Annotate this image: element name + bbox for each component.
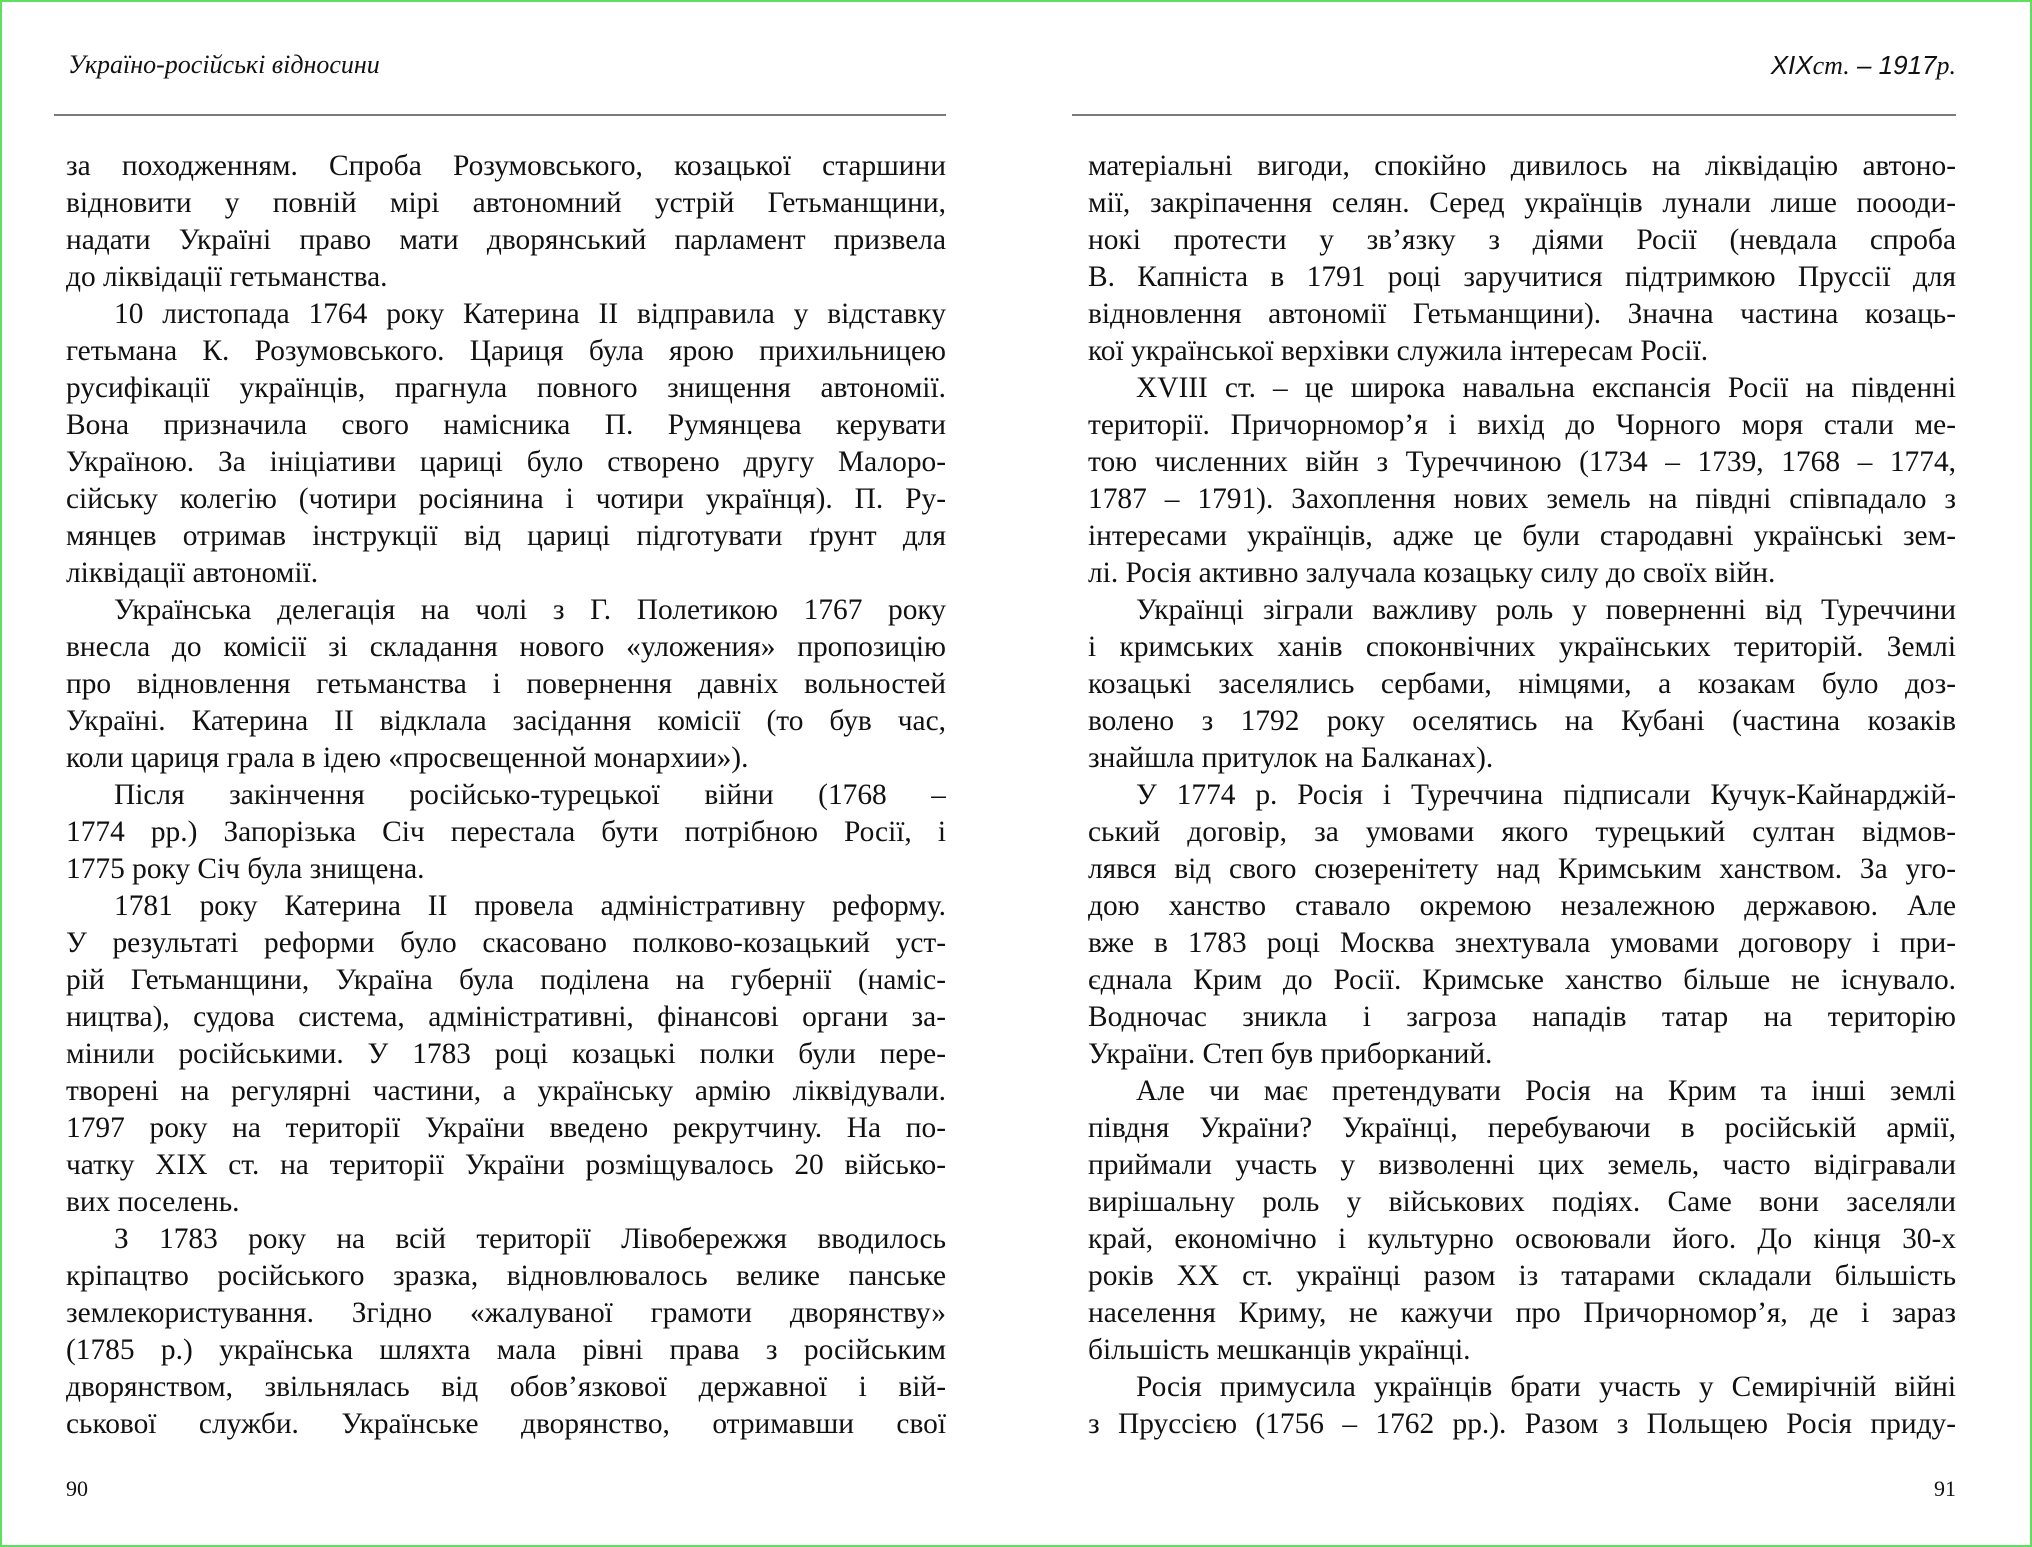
running-head-century: XIX [1770, 50, 1813, 80]
text-line [66, 629, 946, 666]
text-line [1088, 592, 1956, 629]
text-line [66, 370, 946, 407]
text-line-content: Українці зіграли важливу роль у поверненні від Туреччини [1136, 594, 1956, 626]
text-line-content: Росія примусила українців брати участь у Семирічній війні [1136, 1371, 1956, 1403]
text-line [66, 592, 946, 629]
text-line [66, 666, 946, 703]
text-line-content: У результаті реформи було скасовано полково-козацький уст- [66, 927, 946, 959]
text-line-content: і кримських ханів споконвічних українських територій. Землі [1088, 631, 1956, 663]
text-line [66, 1406, 946, 1443]
text-line-content: лявся від свого сюзеренітету над Кримським ханством. За уго- [1088, 853, 1956, 885]
text-line-content: інтересами українців, адже це були стародавні українські зем- [1088, 520, 1956, 552]
text-line-content: про відновлення гетьманства і повернення давніх вольностей [66, 668, 946, 700]
text-line [1088, 740, 1956, 777]
text-line [66, 1184, 946, 1221]
text-line-content: У 1774 р. Росія і Туреччина підписали Кучук-Кайнарджій- [1136, 779, 1956, 811]
text-line-content: Вона призначила свого намісника П. Румянцева керувати [66, 409, 946, 441]
text-line-content: дворянством, звільнялась від обов’язкової державної і вій- [66, 1371, 946, 1403]
text-line-content: мії, закріпачення селян. Серед українців лунали лише поооди- [1088, 187, 1956, 219]
page-number-right: 91 [1934, 1476, 1956, 1501]
text-line-content: 1787 – 1791). Захоплення нових земель на півдні співпадало з [1088, 483, 1956, 515]
text-line-content: з Пруссією (1756 – 1762 рр.). Разом з Польщею Росія приду- [1088, 1408, 1956, 1440]
running-head-r: р. [1936, 51, 1956, 80]
right-page-body [1088, 148, 1956, 1443]
text-line-content: території. Причорномор’я і вихід до Чорного моря стали ме- [1088, 409, 1956, 441]
text-line-content: надати Україні право мати дворянський парламент призвела [66, 224, 946, 256]
text-line [1088, 925, 1956, 962]
text-line [1088, 370, 1956, 407]
text-line-content: 10 листопада 1764 року Катерина II відправила у відставку [114, 298, 946, 330]
right-page [1088, 2, 1956, 1545]
text-line-content: козацькі заселялись сербами, німцями, а козакам було доз- [1088, 668, 1956, 700]
text-line [1088, 814, 1956, 851]
text-line [1088, 1332, 1956, 1369]
text-line [66, 1110, 946, 1147]
text-line [66, 703, 946, 740]
text-line [1088, 185, 1956, 222]
text-line-content: за походженням. Спроба Розумовського, козацької старшини [66, 150, 946, 182]
text-line [1088, 1110, 1956, 1147]
text-line-content: край, економічно і культурно освоювали його. До кінця 30-х [1088, 1223, 1956, 1255]
text-line-content: лі. Росія активно залучала козацьку силу до своїх війн. [1088, 557, 1776, 589]
left-page-body [66, 148, 946, 1443]
text-line [1088, 1369, 1956, 1406]
text-line [1088, 999, 1956, 1036]
text-line-content: сійську колегію (чотири росіянина і чотири українця). П. Ру- [66, 483, 946, 515]
text-line-content: землекористування. Згідно «жалуваної грамоти дворянству» [66, 1297, 946, 1329]
text-line [1088, 1258, 1956, 1295]
text-line-content: вже в 1783 році Москва знехтувала умовами договору і при- [1088, 927, 1956, 959]
text-line [1088, 703, 1956, 740]
text-line-content: відновити у повній мірі автономний устрій Гетьманщини, [66, 187, 946, 219]
text-line [1088, 259, 1956, 296]
text-line-content: XVIII ст. – це широка навальна експансія Росії на південні [1136, 372, 1956, 404]
text-line [66, 259, 946, 296]
text-line-content: України. Степ був приборканий. [1088, 1038, 1493, 1070]
text-line [66, 518, 946, 555]
text-line [1088, 518, 1956, 555]
text-line [66, 333, 946, 370]
text-line [1088, 1036, 1956, 1073]
running-head-st: ст. [1812, 51, 1850, 80]
left-page [54, 2, 946, 1545]
text-line-content: кої української верхівки служила інтересам Росії. [1088, 335, 1709, 367]
text-line-content: кріпацтво російського зразка, відновлювалось велике панське [66, 1260, 946, 1292]
text-line-content: волено з 1792 року оселятись на Кубані (частина козаків [1088, 705, 1956, 737]
text-line-content: 1774 рр.) Запорізька Січ перестала бути потрібною Росії, і [66, 816, 946, 848]
text-line-content: мінили російськими. У 1783 році козацькі полки були пере- [66, 1038, 946, 1070]
text-line-content: (1785 р.) українська шляхта мала рівні права з російським [66, 1334, 946, 1366]
text-line [66, 851, 946, 888]
text-line [66, 1221, 946, 1258]
header-rule-right [1072, 114, 1956, 116]
text-line-content: ліквідації автономії. [66, 557, 319, 589]
text-line-content: 1781 року Катерина II провела адміністративну реформу. [114, 890, 946, 922]
text-line-content: вирішальну роль у військових подіях. Саме вони заселяли [1088, 1186, 1956, 1218]
text-line [1088, 444, 1956, 481]
text-line [66, 740, 946, 777]
text-line-content: коли цариця грала в ідею «просвещенной монархии»). [66, 742, 749, 774]
text-line [66, 407, 946, 444]
text-line [1088, 1073, 1956, 1110]
text-line [66, 1332, 946, 1369]
text-line [66, 444, 946, 481]
text-line-content: Українська делегація на чолі з Г. Полетикою 1767 року [114, 594, 946, 626]
text-line [1088, 962, 1956, 999]
text-line [1088, 1221, 1956, 1258]
text-line-content: матеріальні вигоди, спокійно дивилось на ліквідацію автоно- [1088, 150, 1956, 182]
text-line [1088, 1295, 1956, 1332]
text-line-content: рій Гетьманщини, Україна була поділена на губернії (наміс- [66, 964, 946, 996]
text-line [66, 1369, 946, 1406]
text-line [66, 925, 946, 962]
text-line [1088, 666, 1956, 703]
text-line [1088, 851, 1956, 888]
text-line [66, 296, 946, 333]
text-line [1088, 1406, 1956, 1443]
text-line [1088, 555, 1956, 592]
text-line-content: ськової служби. Українське дворянство, отримавши свої [66, 1408, 946, 1440]
text-line [66, 999, 946, 1036]
text-line-content: років XX ст. українці разом із татарами складали більшість [1088, 1260, 1956, 1292]
text-line [1088, 148, 1956, 185]
text-line [1088, 296, 1956, 333]
text-line [66, 1036, 946, 1073]
text-line [66, 1295, 946, 1332]
page-number-left: 90 [66, 1476, 88, 1501]
text-line-content: Водночас зникла і загроза нападів татар на територію [1088, 1001, 1956, 1033]
text-line [1088, 333, 1956, 370]
text-line-content: нокі протести у зв’язку з діями Росії (невдала спроба [1088, 224, 1956, 256]
text-line-content: півдня України? Українці, перебуваючи в російській армії, [1088, 1112, 1956, 1144]
running-head-year: – 1917 [1849, 50, 1937, 80]
text-line-content: ський договір, за умовами якого турецький султан відмов- [1088, 816, 1956, 848]
text-line-content: вих поселень. [66, 1186, 240, 1218]
text-line-content: дою ханство ставало окремою незалежною державою. Але [1088, 890, 1956, 922]
text-line-content: З 1783 року на всій території Лівобережжя вводилось [114, 1223, 946, 1255]
text-line [1088, 1184, 1956, 1221]
text-line-content: до ліквідації гетьманства. [66, 261, 388, 293]
text-line [66, 555, 946, 592]
text-line [1088, 1147, 1956, 1184]
text-line-content: мянцев отримав інструкції від цариці підготувати ґрунт для [66, 520, 946, 552]
text-line-content: Але чи має претендувати Росія на Крим та інші землі [1136, 1075, 1956, 1107]
text-line [1088, 407, 1956, 444]
text-line-content: більшість мешканців українці. [1088, 1334, 1471, 1366]
text-line-content: відновлення автономії Гетьманщини). Значна частина козаць- [1088, 298, 1956, 330]
text-line [66, 222, 946, 259]
running-head-left: Україно-російські відносини [68, 50, 380, 79]
text-line [1088, 777, 1956, 814]
text-line-content: гетьмана К. Розумовського. Цариця була ярою прихильницею [66, 335, 946, 367]
text-line-content: 1775 року Січ була знищена. [66, 853, 425, 885]
text-line-content: В. Капніста в 1791 році заручитися підтримкою Пруссії для [1088, 261, 1956, 293]
text-line [66, 777, 946, 814]
text-line-content: знайшла притулок на Балканах). [1088, 742, 1494, 774]
text-line [66, 1258, 946, 1295]
text-line-content: ництва), судова система, адміністративні, фінансові органи за- [66, 1001, 946, 1033]
text-line-content: 1797 року на території України введено рекрутчину. На по- [66, 1112, 946, 1144]
text-line [66, 481, 946, 518]
text-line [1088, 481, 1956, 518]
text-line-content: населення Криму, не кажучи про Причорномор’я, де і зараз [1088, 1297, 1956, 1329]
text-line [66, 962, 946, 999]
text-line [66, 1147, 946, 1184]
text-line-content: Україні. Катерина II відклала засідання комісії (то був час, [66, 705, 946, 737]
text-line-content: приймали участь у визволенні цих земель, часто відігравали [1088, 1149, 1956, 1181]
text-line-content: тою численних війн з Туреччиною (1734 – 1739, 1768 – 1774, [1088, 446, 1956, 478]
text-line-content: чатку XIX ст. на території України розміщувалось 20 військо- [66, 1149, 946, 1181]
text-line [66, 888, 946, 925]
running-head-right [1771, 50, 1956, 81]
text-line [1088, 888, 1956, 925]
header-rule-left [54, 114, 946, 116]
text-line-content: русифікації українців, прагнула повного знищення автономії. [66, 372, 946, 404]
text-line-content: творені на регулярні частини, а українську армію ліквідували. [66, 1075, 946, 1107]
text-line-content: єднала Крим до Росії. Кримське ханство більше не існувало. [1088, 964, 1956, 996]
text-line [1088, 222, 1956, 259]
text-line [66, 148, 946, 185]
text-line-content: Після закінчення російсько-турецької війни (1768 – [114, 779, 946, 811]
text-line [1088, 629, 1956, 666]
text-line [66, 1073, 946, 1110]
text-line-content: внесла до комісії зі складання нового «уложения» пропозицію [66, 631, 946, 663]
text-line [66, 814, 946, 851]
text-line [66, 185, 946, 222]
text-line-content: Україною. За ініціативи цариці було створено другу Малоро- [66, 446, 946, 478]
